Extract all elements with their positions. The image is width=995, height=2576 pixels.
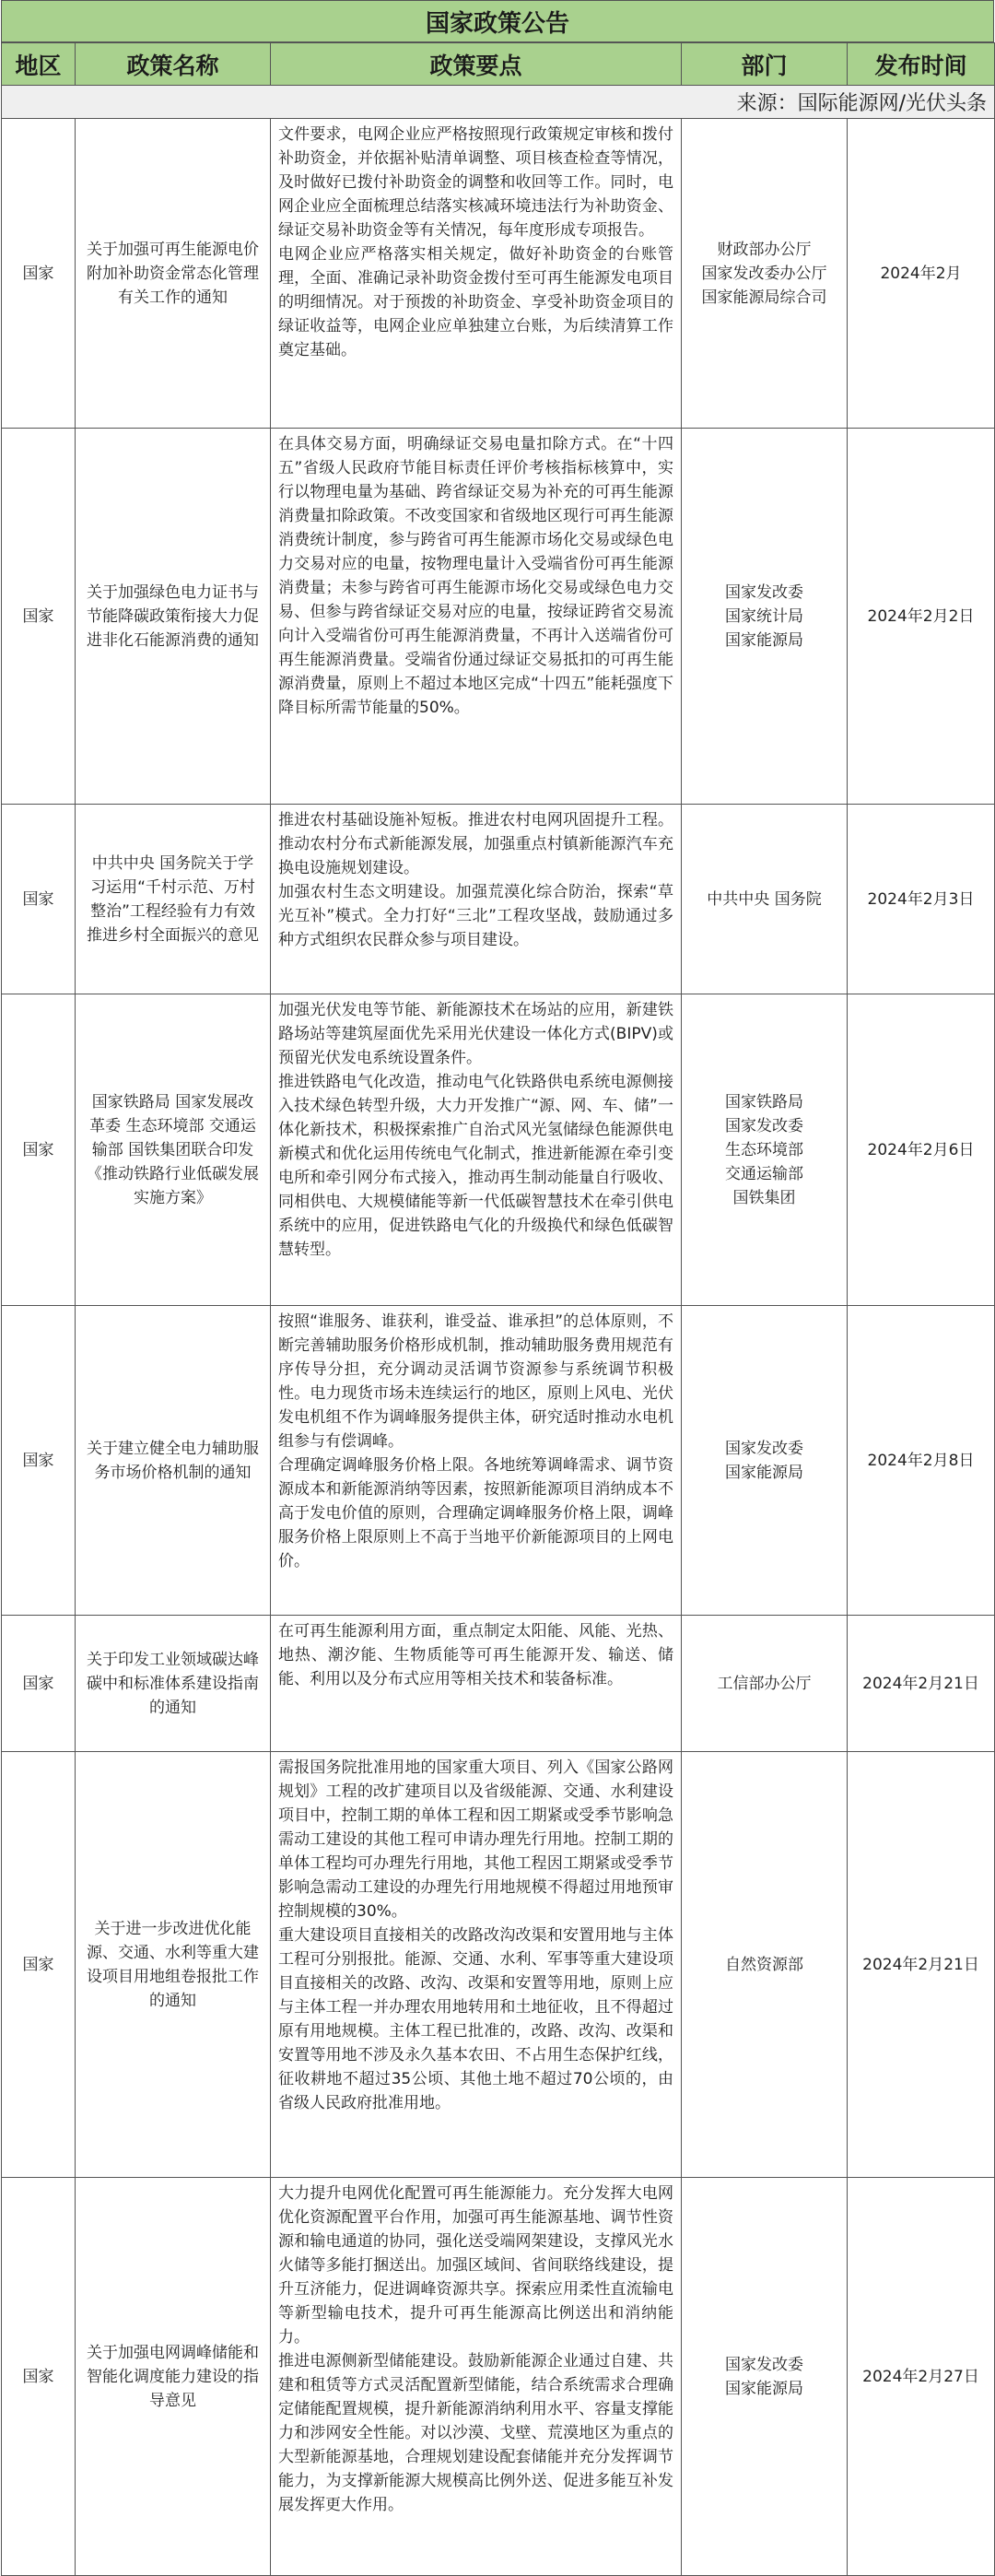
department-cell bbox=[682, 1306, 848, 1616]
policy-points-cell bbox=[271, 2178, 682, 2576]
policy-name-cell: 中共中央 国务院关于学习运用“千村示范、万村整治”工程经验有力有效推进乡村全面振兴的意见 bbox=[76, 805, 271, 994]
department-name: 国家统计局 bbox=[725, 606, 803, 626]
department-name: 国家发改委 bbox=[725, 1116, 803, 1135]
department-name: 国家能源局 bbox=[725, 2379, 803, 2398]
department-cell bbox=[682, 119, 848, 429]
header-policy-name: 政策名称 bbox=[76, 43, 271, 86]
policy-table bbox=[1, 42, 995, 2576]
policy-point-paragraph: 推进铁路电气化改造，推动电气化铁路供电系统电源侧接入技术绿色转型升级，大力开发推广“源、网、车、储”一体化新技术，积极探索推广自治式风光氢储绿色能源供电新模式和优化运用传统电气化制式，推进新能源在牵引变电所和牵引网分布式接入，推动再生制动能量自行吸收、同相供电、大规模储能等新一代低碳智慧技术在牵引供电系统中的应用，促进铁路电气化的升级换代和绿色低碳智慧转型。 bbox=[278, 1073, 673, 1259]
policy-point-paragraph: 在具体交易方面，明确绿证交易电量扣除方式。在“十四五”省级人民政府节能目标责任评价考核指标核算中，实行以物理电量为基础、跨省绿证交易为补充的可再生能源消费量扣除政策。不改变国家和省级地区现行可再生能源消费统计制度，参与跨省可再生能源市场化交易或绿色电力交易对应的电量，按物理电量计入受端省份可再生能源消费量；未参与跨省可再生能源市场化交易或绿色电力交易、但参与跨省绿证交易对应的电量，按绿证跨省交易流向计入受端省份可再生能源消费量，不再计入送端省份可再生能源消费量。受端省份通过绿证交易抵扣的可再生能源消费量，原则上不超过本地区完成“十四五”能耗强度下降目标所需节能量的50%。 bbox=[278, 435, 673, 717]
department-name: 国家发改委办公厅 bbox=[701, 264, 827, 283]
policy-point-paragraph: 推进电源侧新型储能建设。鼓励新能源企业通过自建、共建和租赁等方式灵活配置新型储能，结合系统需求合理确定储能配置规模，提升新能源消纳利用水平、容量支撑能力和涉网安全性能。对以沙漠、戈壁、荒漠地区为重点的大型新能源基地，合理规划建设配套储能并充分发挥调节能力，为支撑新能源大规模高比例外送、促进多能互补发展发挥更大作用。 bbox=[278, 2352, 673, 2514]
department-name: 国家发改委 bbox=[725, 1439, 803, 1458]
department-name: 财政部办公厅 bbox=[717, 240, 812, 259]
region-cell: 国家 bbox=[2, 994, 76, 1306]
table-row bbox=[2, 1306, 995, 1616]
policy-points-cell bbox=[271, 1306, 682, 1616]
policy-point-paragraph: 需报国务院批准用地的国家重大项目、列入《国家公路网规划》工程的改扩建项目以及省级能源、交通、水利建设项目中，控制工期的单体工程和因工期紧或受季节影响急需动工建设的其他工程可申请办理先行用地。控制工期的单体工程均可办理先行用地，其他工程因工期紧或受季节影响急需动工建设的办理先行用地规模不得超过用地预审控制规模的30%。 bbox=[278, 1759, 673, 1921]
department-name: 国家发改委 bbox=[725, 582, 803, 602]
department-name: 中共中央 国务院 bbox=[707, 889, 822, 909]
region-cell: 国家 bbox=[2, 429, 76, 805]
region-cell: 国家 bbox=[2, 805, 76, 994]
department-name: 国家铁路局 bbox=[725, 1092, 803, 1112]
region-cell: 国家 bbox=[2, 1306, 76, 1616]
header-department: 部门 bbox=[682, 43, 848, 86]
region-cell: 国家 bbox=[2, 1616, 76, 1752]
policy-point-paragraph: 在可再生能源利用方面，重点制定太阳能、风能、光热、地热、潮汐能、生物质能等可再生能源开发、输送、储能、利用以及分布式应用等相关技术和装备标准。 bbox=[278, 1622, 673, 1688]
department-name: 国家发改委 bbox=[725, 2355, 803, 2374]
publish-date-cell: 2024年2月3日 bbox=[848, 805, 995, 994]
page-title: 国家政策公告 bbox=[1, 0, 994, 42]
policy-points-cell bbox=[271, 1752, 682, 2178]
table-row bbox=[2, 429, 995, 805]
department-name: 国铁集团 bbox=[732, 1188, 796, 1207]
policy-point-paragraph: 加强农村生态文明建设。加强荒漠化综合防治，探索“草光互补”模式。全力打好“三北”工程攻坚战，鼓励通过多种方式组织农民群众参与项目建设。 bbox=[278, 883, 673, 949]
table-row bbox=[2, 119, 995, 429]
department-cell bbox=[682, 805, 848, 994]
table-row bbox=[2, 805, 995, 994]
publish-date-cell: 2024年2月8日 bbox=[848, 1306, 995, 1616]
policy-name-cell: 关于建立健全电力辅助服务市场价格机制的通知 bbox=[76, 1306, 271, 1616]
policy-points-cell bbox=[271, 1616, 682, 1752]
publish-date-cell: 2024年2月21日 bbox=[848, 1616, 995, 1752]
policy-point-paragraph: 合理确定调峰服务价格上限。各地统筹调峰需求、调节资源成本和新能源消纳等因素，按照新能源项目消纳成本不高于发电价值的原则，合理确定调峰服务价格上限，调峰服务价格上限原则上不高于当地平价新能源项目的上网电价。 bbox=[278, 1456, 673, 1570]
table-header-row bbox=[2, 43, 995, 86]
policy-points-cell bbox=[271, 994, 682, 1306]
policy-point-paragraph: 加强光伏发电等节能、新能源技术在场站的应用，新建铁路场站等建筑屋面优先采用光伏建设一体化方式(BIPV)或预留光伏发电系统设置条件。 bbox=[278, 1001, 673, 1067]
policy-name-cell: 关于印发工业领域碳达峰碳中和标准体系建设指南的通知 bbox=[76, 1616, 271, 1752]
policy-name-cell: 关于加强可再生能源电价附加补助资金常态化管理有关工作的通知 bbox=[76, 119, 271, 429]
header-publish-date: 发布时间 bbox=[848, 43, 995, 86]
region-cell: 国家 bbox=[2, 2178, 76, 2576]
department-cell bbox=[682, 994, 848, 1306]
policy-points-cell bbox=[271, 119, 682, 429]
table-row bbox=[2, 994, 995, 1306]
department-name: 工信部办公厅 bbox=[717, 1674, 812, 1693]
table-row bbox=[2, 1752, 995, 2178]
policy-point-paragraph: 电网企业应严格落实相关规定，做好补助资金的台账管理，全面、准确记录补助资金拨付至可再生能源发电项目的明细情况。对于预拨的补助资金、享受补助资金项目的绿证收益等，电网企业应单独建立台账，为后续清算工作奠定基础。 bbox=[278, 245, 673, 359]
header-region: 地区 bbox=[2, 43, 76, 86]
policy-point-paragraph: 文件要求，电网企业应严格按照现行政策规定审核和拨付补助资金，并依据补贴清单调整、项目核查检查等情况，及时做好已拨付补助资金的调整和收回等工作。同时，电网企业应全面梳理总结落实核减环境违法行为补助资金、绿证交易补助资金等有关情况，每年度形成专项报告。 bbox=[278, 125, 673, 240]
department-name: 交通运输部 bbox=[725, 1164, 803, 1183]
source-text: 来源：国际能源网/光伏头条 bbox=[2, 86, 995, 119]
department-name: 生态环境部 bbox=[725, 1140, 803, 1159]
table-row bbox=[2, 2178, 995, 2576]
table-row bbox=[2, 1616, 995, 1752]
header-policy-points: 政策要点 bbox=[271, 43, 682, 86]
publish-date-cell: 2024年2月 bbox=[848, 119, 995, 429]
publish-date-cell: 2024年2月2日 bbox=[848, 429, 995, 805]
publish-date-cell: 2024年2月21日 bbox=[848, 1752, 995, 2178]
department-name: 国家能源局综合司 bbox=[701, 288, 827, 307]
policy-name-cell: 关于加强电网调峰储能和智能化调度能力建设的指导意见 bbox=[76, 2178, 271, 2576]
policy-point-paragraph: 按照“谁服务、谁获利，谁受益、谁承担”的总体原则，不断完善辅助服务价格形成机制，推动辅助服务费用规范有序传导分担，充分调动灵活调节资源参与系统调节积极性。电力现货市场未连续运行的地区，原则上风电、光伏发电机组不作为调峰服务提供主体，研究适时推动水电机组参与有偿调峰。 bbox=[278, 1312, 673, 1451]
policy-point-paragraph: 重大建设项目直接相关的改路改沟改渠和安置用地与主体工程可分别报批。能源、交通、水利、军事等重大建设项目直接相关的改路、改沟、改渠和安置等用地，原则上应与主体工程一并办理农用地转用和土地征收，且不得超过原有用地规模。主体工程已批准的，改路、改沟、改渠和安置等用地不涉及永久基本农田、不占用生态保护红线，征收耕地不超过35公顷、其他土地不超过70公顷的，由省级人民政府批准用地。 bbox=[278, 1926, 673, 2112]
department-cell bbox=[682, 2178, 848, 2576]
policy-name-cell: 关于进一步改进优化能源、交通、水利等重大建设项目用地组卷报批工作的通知 bbox=[76, 1752, 271, 2178]
publish-date-cell: 2024年2月6日 bbox=[848, 994, 995, 1306]
source-row bbox=[2, 86, 995, 119]
policy-name-cell: 关于加强绿色电力证书与节能降碳政策衔接大力促进非化石能源消费的通知 bbox=[76, 429, 271, 805]
department-cell bbox=[682, 429, 848, 805]
department-cell bbox=[682, 1752, 848, 2178]
policy-name-cell: 国家铁路局 国家发展改革委 生态环境部 交通运输部 国铁集团联合印发《推动铁路行业低碳发展实施方案》 bbox=[76, 994, 271, 1306]
policy-point-paragraph: 推进农村基础设施补短板。推进农村电网巩固提升工程。推动农村分布式新能源发展，加强重点村镇新能源汽车充换电设施规划建设。 bbox=[278, 811, 673, 877]
policy-point-paragraph: 大力提升电网优化配置可再生能源能力。充分发挥大电网优化资源配置平台作用，加强可再生能源基地、调节性资源和输电通道的协同，强化送受端网架建设，支撑风光水火储等多能打捆送出。加强区域间、省间联络线建设，提升互济能力，促进调峰资源共享。探索应用柔性直流输电等新型输电技术，提升可再生能源高比例送出和消纳能力。 bbox=[278, 2184, 673, 2347]
department-cell bbox=[682, 1616, 848, 1752]
publish-date-cell: 2024年2月27日 bbox=[848, 2178, 995, 2576]
policy-points-cell bbox=[271, 429, 682, 805]
department-name: 自然资源部 bbox=[725, 1955, 803, 1974]
department-name: 国家能源局 bbox=[725, 630, 803, 650]
region-cell: 国家 bbox=[2, 1752, 76, 2178]
policy-announcement bbox=[1, 0, 994, 2576]
region-cell: 国家 bbox=[2, 119, 76, 429]
department-name: 国家能源局 bbox=[725, 1463, 803, 1482]
policy-points-cell bbox=[271, 805, 682, 994]
